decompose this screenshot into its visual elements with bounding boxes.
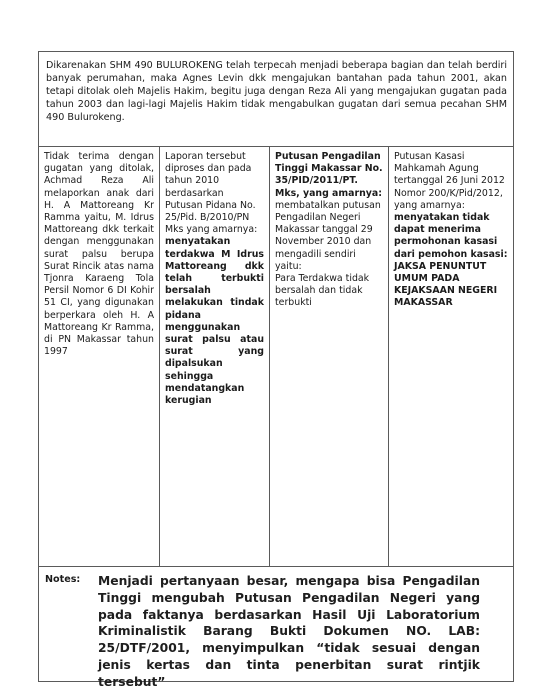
document-frame [38, 51, 514, 689]
column-report [39, 147, 160, 566]
column-supreme-court [389, 147, 513, 566]
intro-paragraph: Dikarenakan SHM 490 BULUROKENG telah terpecah menjadi beberapa bagian dan telah berdiri banyak perumahan, maka Agnes Levin dkk mengajukan bantahan pada tahun 2001, akan tetapi ditolak oleh Majelis Hakim, begitu juga dengan Reza Ali yang mengajukan gugatan pada tahun 2003 dan lagi-lagi Majelis Hakim tidak mengabulkan gugatan dari semua pecahan SHM 490 Bulurokeng. [39, 52, 513, 147]
notes-section [39, 567, 513, 689]
column-high-court-ruling: Para Terdakwa tidak bersalah dan tidak terbukti [275, 273, 370, 309]
column-high-court [270, 147, 389, 566]
column-criminal-verdict [160, 147, 270, 566]
column-criminal-verdict-ruling: menyatakan terdakwa M Idrus Mattoreang dkk telah terbukti bersalah melakukan tindak pidana menggunakan surat palsu atau surat yang dipalsukan sehingga mendatangkan kerugian [165, 236, 264, 407]
timeline-columns [39, 147, 513, 567]
notes-label: Notes: [45, 574, 81, 585]
column-report-text: Tidak terima dengan gugatan yang ditolak, Achmad Reza Ali melaporkan anak dari H. A Mattoreang Kr Ramma yaitu, M. Idrus Mattoreang dkk terkait dengan menggunakan surat palsu berupa Surat Rincik atas nama Tjonra Karaeng Tola Persil Nomor 6 DI Kohir 51 CI, yang digunakan berperkara oleh H. A Mattoreang Kr Ramma, di PN Makassar tahun 1997 [44, 151, 154, 358]
column-supreme-court-text: Putusan Kasasi Mahkamah Agung tertanggal 26 Juni 2012 Nomor 200/K/Pid/2012, yang amarnya: [394, 151, 505, 211]
column-criminal-verdict-text: Laporan tersebut diproses dan pada tahun 2010 berdasarkan Putusan Pidana No. 25/Pid. B/2010/PN Mks yang amarnya: [165, 151, 258, 236]
notes-text: Menjadi pertanyaan besar, mengapa bisa Pengadilan Tinggi mengubah Putusan Pengadilan Negeri yang pada faktanya berdasarkan Hasil Uji Laboratorium Kriminalistik Barang Bukti Dokumen NO. LAB: 25/DTF/2001, menyimpulkan “tidak sesuai dengan jenis kertas dan tinta penerbitan surat rintjik tersebut” [98, 574, 480, 689]
column-high-court-heading: Putusan Pengadilan Tinggi Makassar No. 35/PID/2011/PT. Mks, yang amarnya: [275, 151, 383, 199]
column-high-court-text: membatalkan putusan Pengadilan Negeri Makassar tanggal 29 November 2010 dan mengadili sendiri yaitu: [275, 199, 381, 272]
column-supreme-court-ruling: menyatakan tidak dapat menerima permohonan kasasi dari pemohon kasasi: JAKSA PENUNTUT UMUM PADA KEJAKSAAN NEGERI MAKASSAR [394, 212, 508, 309]
